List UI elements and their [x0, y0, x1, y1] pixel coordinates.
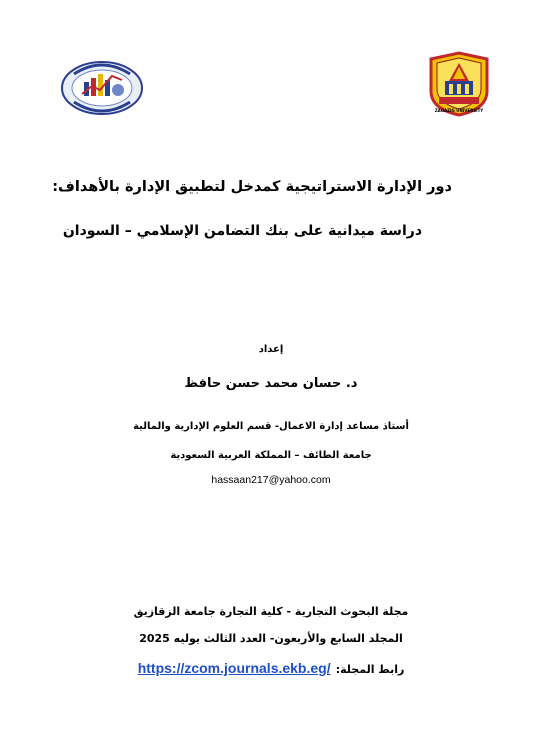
author-name: د. حسان محمد حسن حافظ	[184, 376, 358, 391]
university-logo	[425, 51, 493, 117]
university-logo-caption: ZAGAZIG UNIVERSITY	[434, 108, 484, 113]
journal-issue: المجلد السابع والأربعون- العدد الثالث يوليه 2025	[139, 632, 403, 645]
journal-link[interactable]: https://zcom.journals.ekb.eg/	[137, 660, 331, 676]
paper-title: دور الإدارة الاستراتيجية كمدخل لتطبيق الإدارة بالأهداف:	[52, 179, 452, 195]
commercial-research-journal-logo-icon	[60, 60, 144, 116]
author-university: جامعة الطائف – المملكة العربية السعودية	[170, 450, 372, 461]
author-position: أستاذ مساعد إدارة الاعمال- قسم العلوم الإدارية والمالية	[133, 421, 409, 432]
author-email: hassaan217@yahoo.com	[211, 474, 331, 486]
journal-name: مجلة البحوث التجارية - كلية التجارة جامعة الزقازيق	[133, 605, 409, 618]
journal-logo	[60, 60, 144, 116]
prepared-by-label: إعداد	[258, 344, 284, 355]
journal-link-row	[0, 658, 542, 677]
paper-subtitle: دراسة ميدانية على بنك التضامن الإسلامي – السودان	[62, 223, 422, 239]
journal-link-label: رابط المجلة:	[335, 663, 405, 676]
